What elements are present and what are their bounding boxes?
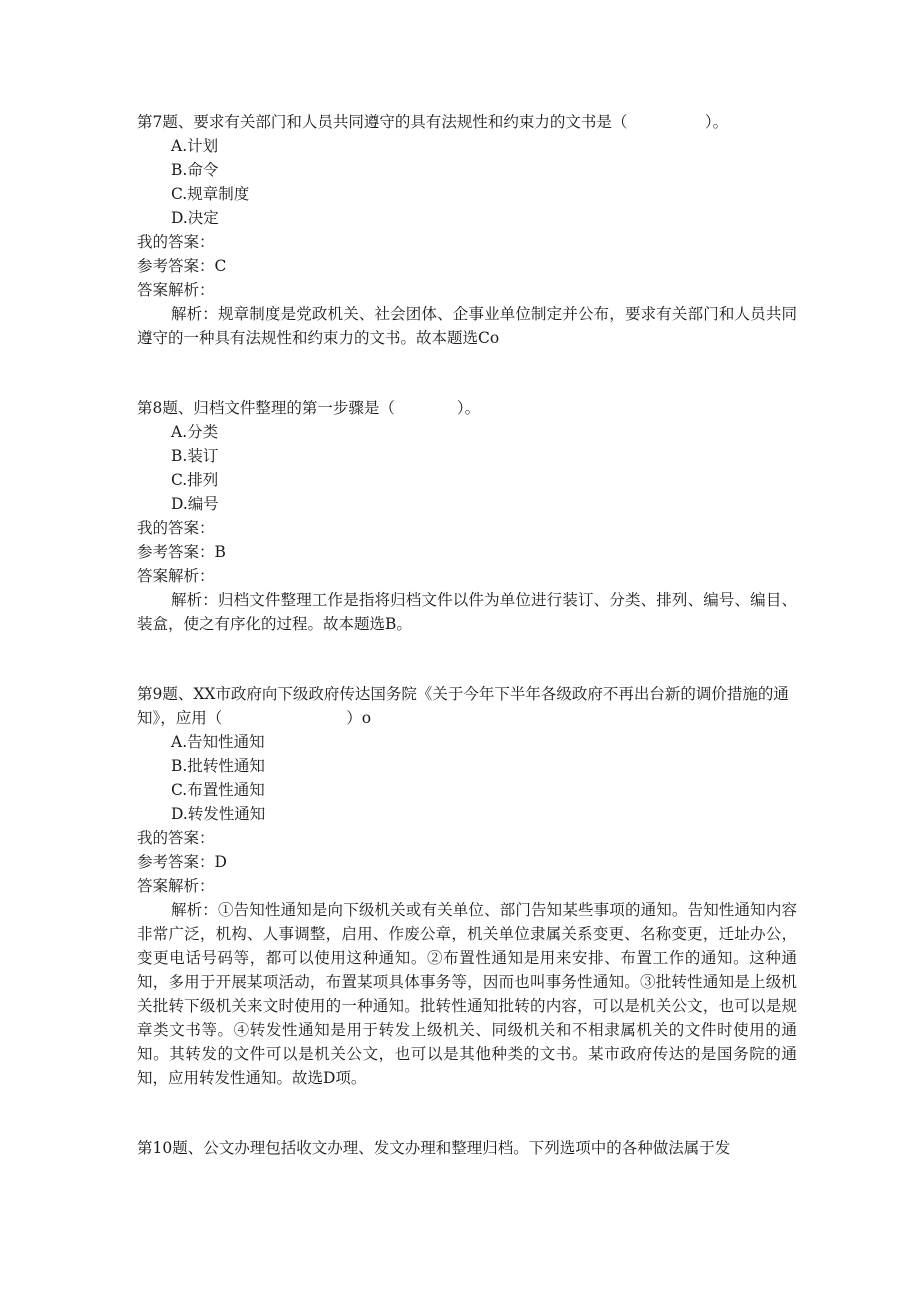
document-content <box>137 110 797 1160</box>
analysis-label: 答案解析： <box>137 281 215 299</box>
my-answer-label: 我的答案： <box>137 233 215 251</box>
option-b: B.批转性通知 <box>171 757 265 775</box>
my-answer-label: 我的答案： <box>137 829 215 847</box>
option-a: A.告知性通知 <box>171 733 265 751</box>
question-stem: 第10题、公文办理包括收文办理、发文办理和整理归档。下列选项中的各种做法属于发 <box>137 1139 731 1157</box>
question-spacer <box>137 1090 797 1136</box>
reference-answer: 参考答案：D <box>137 853 227 871</box>
analysis-text: 解析：规章制度是党政机关、社会团体、企事业单位制定并公布，要求有关部门和人员共同遵守的一种具有法规性和约束力的文书。故本题选Co <box>137 305 797 347</box>
analysis-label: 答案解析： <box>137 877 215 895</box>
question-spacer <box>137 636 797 682</box>
question-7 <box>137 110 797 350</box>
analysis-label: 答案解析： <box>137 567 215 585</box>
option-d: D.编号 <box>171 495 219 513</box>
option-d: D.转发性通知 <box>171 805 266 823</box>
question-spacer <box>137 350 797 396</box>
reference-answer: 参考答案：B <box>137 543 226 561</box>
option-a: A.计划 <box>171 137 219 155</box>
analysis-text: 解析：①告知性通知是向下级机关或有关单位、部门告知某些事项的通知。告知性通知内容非常广泛，机构、人事调整，启用、作废公章，机关单位隶属关系变更、名称变更，迁址办公，变更电话号码等，都可以使用这种通知。②布置性通知是用来安排、布置工作的通知。这种通知，多用于开展某项活动，布置某项具体事务等，因而也叫事务性通知。③批转性通知是上级机关批转下级机关来文时使用的一种通知。批转性通知批转的内容，可以是机关公文，也可以是规章类文书等。④转发性通知是用于转发上级机关、同级机关和不相隶属机关的文件时使用的通知。其转发的文件可以是机关公文，也可以是其他种类的文书。某市政府传达的是国务院的通知，应用转发性通知。故选D项。 <box>137 901 797 1087</box>
option-b: B.装订 <box>171 447 219 465</box>
question-stem: 第9题、XX市政府向下级政府传达国务院《关于今年下半年各级政府不再出台新的调价措施的通知》，应用（ ）o <box>137 685 789 727</box>
question-stem: 第7题、要求有关部门和人员共同遵守的具有法规性和约束力的文书是（ ）。 <box>137 113 729 131</box>
option-b: B.命令 <box>171 161 219 179</box>
option-c: C.排列 <box>171 471 219 489</box>
question-stem: 第8题、归档文件整理的第一步骤是（ ）。 <box>137 399 481 417</box>
question-9 <box>137 682 797 1090</box>
option-a: A.分类 <box>171 423 219 441</box>
my-answer-label: 我的答案： <box>137 519 215 537</box>
question-8 <box>137 396 797 636</box>
option-c: C.布置性通知 <box>171 781 265 799</box>
reference-answer: 参考答案：C <box>137 257 227 275</box>
option-d: D.决定 <box>171 209 219 227</box>
analysis-text: 解析：归档文件整理工作是指将归档文件以件为单位进行装订、分类、排列、编号、编目、装盒，使之有序化的过程。故本题选B。 <box>137 591 797 633</box>
option-c: C.规章制度 <box>171 185 250 203</box>
question-10 <box>137 1136 797 1160</box>
